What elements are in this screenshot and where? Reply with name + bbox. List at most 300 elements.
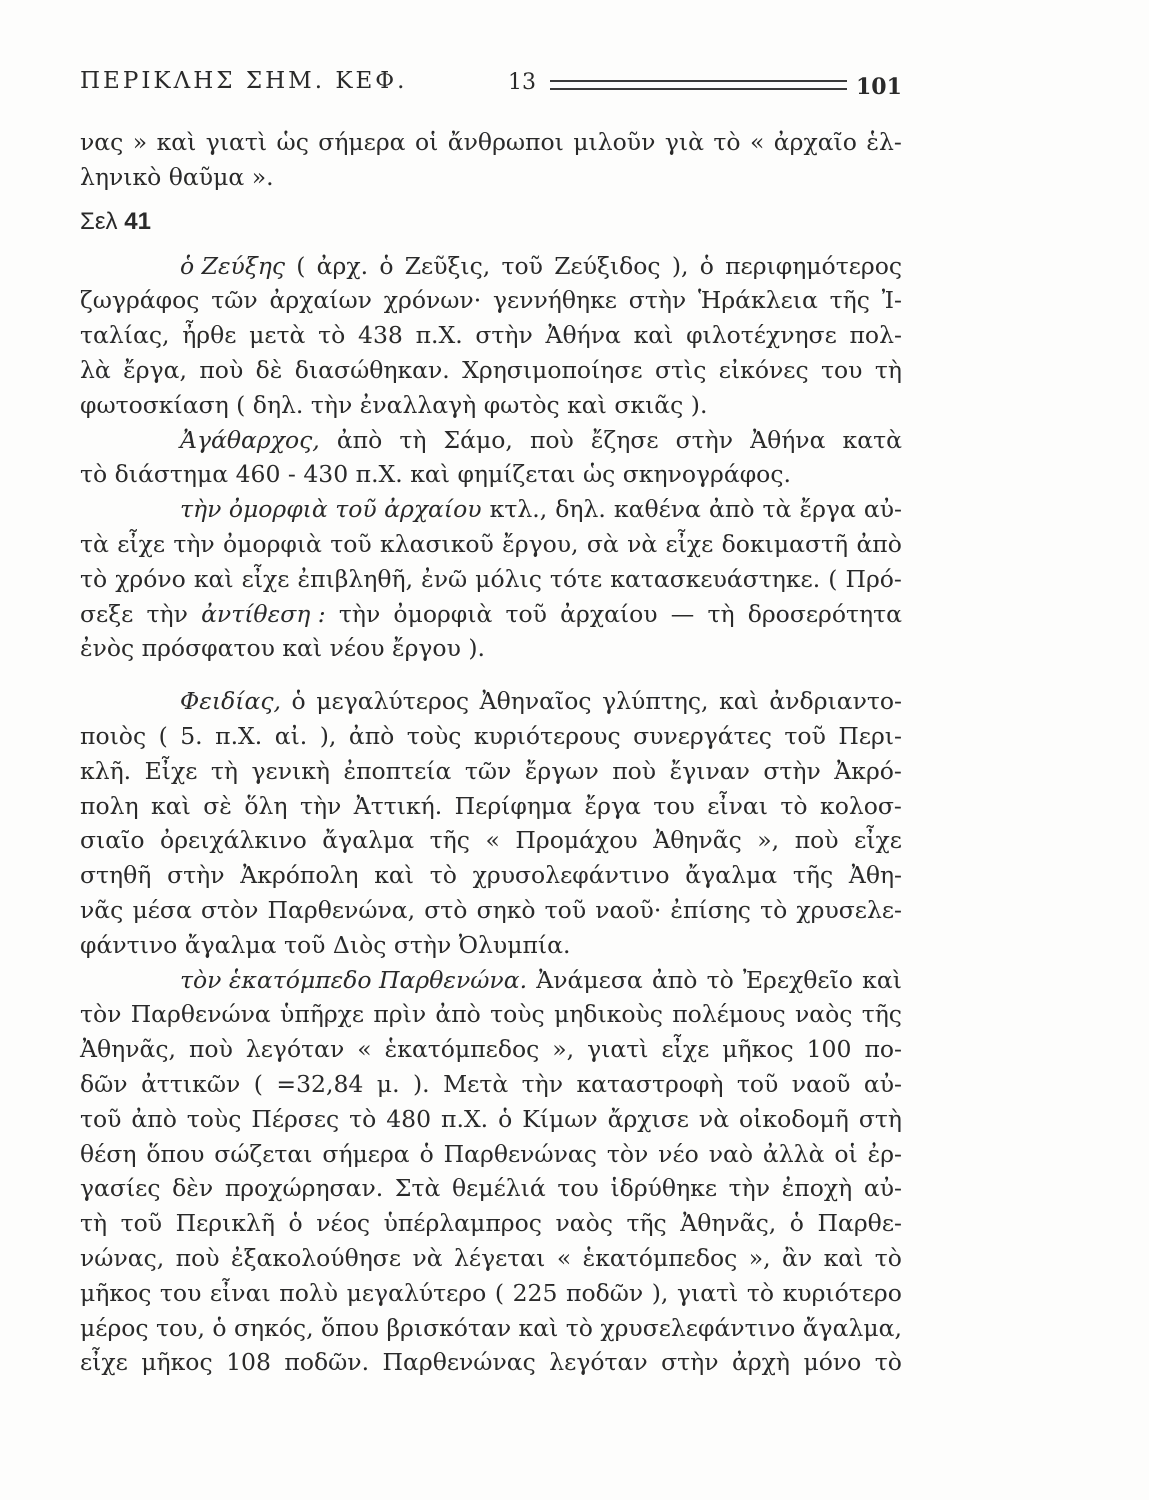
- word: τὸν: [80, 1000, 122, 1029]
- text-line: [80, 1137, 902, 1172]
- word: ἐπίσης: [670, 895, 751, 924]
- word: 100: [806, 1035, 852, 1064]
- word: ἔγιναν: [669, 756, 750, 785]
- word: τὸ: [874, 1348, 902, 1377]
- word: τοῦ: [784, 721, 826, 750]
- word: κλασικοῦ: [380, 529, 494, 558]
- word: οἰκοδομῆ: [739, 1104, 849, 1133]
- word: ὡς: [276, 128, 309, 156]
- word: του: [159, 1278, 202, 1307]
- word: ἔργα: [584, 791, 641, 820]
- word: Ἀκρόπολη: [240, 861, 359, 890]
- word: ἔργα,: [123, 355, 187, 384]
- word: ἀρχ.: [316, 251, 369, 280]
- word: »: [132, 128, 148, 156]
- word: ποὺ: [188, 1035, 233, 1064]
- word: τοῦ: [80, 1104, 122, 1133]
- word: ποδῶν: [566, 1278, 644, 1307]
- text-line: [80, 1171, 902, 1206]
- word: καὶ: [633, 321, 674, 350]
- word: εἶχε: [661, 1035, 710, 1064]
- word: μῆκος: [141, 1348, 213, 1377]
- text-line: [80, 754, 902, 789]
- word: ὁ: [498, 1104, 513, 1133]
- word: τὸ: [429, 861, 457, 890]
- word: στὶς: [654, 355, 707, 384]
- text-line: [80, 527, 902, 562]
- running-title: ΠΕΡΙΚΛΗΣ ΣΗΜ. ΚΕΦ.: [80, 68, 408, 94]
- word: ἀπὸ: [348, 721, 395, 750]
- paragraph-gap: [80, 666, 902, 684]
- word: Ἀττική.: [353, 791, 443, 820]
- word: Περίφημα: [454, 791, 573, 820]
- word: τοῦ: [330, 529, 372, 558]
- word: μ.: [376, 1069, 400, 1098]
- word: τὴν: [146, 599, 188, 628]
- word: ὁ: [379, 251, 394, 280]
- text-line: φάντινο ἄγαλμα τοῦ Διὸς στὴν Ὀλυμπία.: [80, 930, 571, 959]
- word: Πρό-: [845, 564, 902, 593]
- word: κλῆ.: [80, 756, 132, 785]
- text-line: [80, 789, 902, 824]
- word: του: [557, 1174, 599, 1203]
- word: δὲν: [172, 1174, 214, 1203]
- word: τὸν: [606, 1139, 649, 1168]
- word: «: [357, 1035, 372, 1064]
- word: ἐνῶ: [421, 564, 468, 593]
- word: Εἶχε: [144, 756, 198, 785]
- word: τὸ: [318, 321, 346, 350]
- word: τῆς: [626, 1209, 667, 1238]
- word: ποδῶν.: [284, 1348, 370, 1377]
- word: Στὰ: [394, 1174, 441, 1203]
- word: ἄγαλμα: [322, 826, 415, 855]
- word: ἄνθρωποι: [447, 128, 564, 156]
- word: εἶχε: [665, 529, 714, 558]
- note-term: ὁ Ζεύξης: [180, 251, 286, 280]
- word: γενικὴ: [251, 756, 330, 785]
- page-header: [80, 68, 900, 108]
- word: ἱδρύθηκε: [610, 1174, 718, 1203]
- word: ἀττικῶν: [141, 1069, 241, 1098]
- word: 108: [226, 1348, 271, 1377]
- word: σηκός,: [233, 1313, 314, 1342]
- word: γασίες: [80, 1174, 161, 1203]
- text-line: [80, 1206, 902, 1241]
- word: μόνο: [803, 1348, 862, 1377]
- word: ἔργα: [799, 495, 856, 524]
- word: «: [749, 128, 765, 156]
- word: οἱ: [834, 1139, 858, 1168]
- word: τὸ: [565, 1313, 593, 1342]
- word: (: [158, 721, 168, 750]
- word: ποὺ: [175, 1243, 220, 1272]
- text-line: [80, 125, 902, 160]
- word: χρυσολεφάντινο: [472, 861, 670, 890]
- note-term: Ἀγάθαρχος,: [180, 425, 320, 454]
- note-first-line: [80, 423, 902, 458]
- word: τῶν: [464, 756, 512, 785]
- word: δροσερότητα: [747, 599, 902, 628]
- word: ποὺ: [794, 826, 839, 855]
- text-line: [80, 997, 902, 1032]
- word: τοῦ: [505, 599, 547, 628]
- word: Ἀθηνᾶς,: [80, 1035, 176, 1064]
- text-line: [80, 1276, 902, 1311]
- word: τὴ: [399, 425, 427, 454]
- word: στὴν: [628, 286, 687, 315]
- word: προχώρησαν.: [224, 1174, 384, 1203]
- word: καὶ: [518, 1313, 559, 1342]
- word: τῆς: [429, 826, 470, 855]
- word: περιφημότερος: [725, 251, 902, 280]
- word: τὸ: [706, 965, 734, 994]
- word: τὴ: [210, 756, 238, 785]
- word: καὶ: [374, 861, 415, 890]
- word: εἶχε: [80, 1348, 128, 1377]
- word: Πέρσες: [251, 1104, 340, 1133]
- word: χρόνων·: [383, 286, 482, 315]
- word: ὅλη: [244, 791, 288, 820]
- text-line: [80, 353, 902, 388]
- word: (: [828, 564, 838, 593]
- word: »,: [552, 1035, 575, 1064]
- word: σιαῖο: [80, 826, 145, 855]
- word: 5.: [180, 721, 203, 750]
- word: τοῦ: [736, 1069, 779, 1098]
- word: ναὸ: [708, 1139, 753, 1168]
- word: Παρθενώνα,: [267, 895, 416, 924]
- word: μόλις: [475, 564, 542, 593]
- word: τὴν: [299, 791, 342, 820]
- word: ὁ: [288, 1209, 303, 1238]
- word: γιατὶ: [676, 1278, 739, 1307]
- word: ζωγράφος: [80, 286, 200, 315]
- word: κυριότερο: [782, 1278, 902, 1307]
- word: ἀρχὴ: [732, 1348, 791, 1377]
- word: γιατὶ: [587, 1035, 649, 1064]
- word: μέσα: [132, 895, 192, 924]
- word: καὶ: [719, 687, 759, 716]
- word: ἔργου,: [502, 529, 579, 558]
- word: ἄρχισε: [607, 1104, 689, 1133]
- word: ποὺ: [612, 756, 657, 785]
- word: ἐποπτεία: [343, 756, 452, 785]
- word: στὴν: [475, 321, 533, 350]
- word: τῆς: [792, 861, 834, 890]
- word: μεγαλύτερο: [346, 1278, 487, 1307]
- word: ἂν: [782, 1243, 813, 1272]
- word: στὸν: [200, 895, 259, 924]
- word: Χρησιμοποίησε: [462, 355, 643, 384]
- word: ἀπὸ: [435, 1000, 481, 1029]
- word: Κίμων: [522, 1104, 598, 1133]
- word: ἑλ-: [866, 128, 902, 156]
- note-term: Φειδίας,: [180, 687, 281, 716]
- text-line: τὸ διάστημα 460 - 430 π.Χ. καὶ φημίζεται ὡς σκηνογράφος.: [80, 460, 791, 489]
- word: ἀπὸ: [336, 425, 383, 454]
- word: κυριότερους: [473, 721, 621, 750]
- word: οἱ: [414, 128, 439, 156]
- word: ),: [671, 251, 689, 280]
- word: ὁ: [789, 1209, 804, 1238]
- word: ἄγαλμα,: [802, 1313, 902, 1342]
- word: Προμάχου: [515, 826, 638, 855]
- word: αὐ-: [863, 1069, 902, 1098]
- word: 438: [358, 321, 403, 350]
- word: τὴν: [521, 1069, 564, 1098]
- text-line: [80, 1067, 902, 1102]
- word: αἰ.: [274, 721, 308, 750]
- word: αὐ-: [863, 495, 902, 524]
- word: νέο: [658, 1139, 699, 1168]
- word: Ἀκρό-: [834, 756, 902, 785]
- word: »,: [757, 826, 780, 855]
- text-line: [80, 858, 902, 893]
- word: σήμερα: [318, 128, 406, 156]
- word: Ζεῦξις,: [404, 251, 491, 280]
- word: ἐρ-: [867, 1139, 902, 1168]
- word: πολὺ: [279, 1278, 339, 1307]
- word: νᾶς: [80, 895, 124, 924]
- word: Ἀθηνᾶς: [653, 826, 742, 855]
- word: ἀνδριαντο-: [769, 687, 902, 716]
- word: Ἀθήνα: [750, 425, 826, 454]
- word: χρυσελεφάντινο: [600, 1313, 796, 1342]
- word: καὶ: [823, 1243, 864, 1272]
- word: τὰ: [80, 529, 109, 558]
- word: Ἀθηνᾶς,: [680, 1209, 777, 1238]
- word: δὲ: [255, 355, 283, 384]
- word: εἰκόνες: [718, 355, 809, 384]
- word: νὰ: [627, 529, 658, 558]
- word: κτλ.,: [489, 495, 548, 524]
- word: τὸ: [349, 1104, 377, 1133]
- word: σὲ: [203, 791, 232, 820]
- word: εἶχε: [854, 826, 902, 855]
- word: στὴν: [167, 861, 225, 890]
- word: τοὺς: [186, 1104, 242, 1133]
- section-heading: [80, 195, 902, 249]
- word: λεγόταν: [549, 1348, 648, 1377]
- word: πολέμους: [672, 1000, 786, 1029]
- word: Ζεύξιδος: [554, 251, 661, 280]
- word: τὸ: [874, 1243, 902, 1272]
- text-line: [80, 893, 902, 928]
- word: γιατὶ: [205, 128, 268, 156]
- word: ὁ: [291, 687, 306, 716]
- word: τοὺς: [406, 721, 462, 750]
- word: τὸ: [746, 1278, 775, 1307]
- word: του: [653, 791, 695, 820]
- word: ἔργων: [524, 756, 599, 785]
- word: ὁ: [699, 251, 714, 280]
- word: ναοῦ: [791, 1069, 851, 1098]
- word: ἀρχαίων: [269, 286, 372, 315]
- word: ἐποχὴ: [781, 1174, 853, 1203]
- word: ὅπου: [320, 1313, 380, 1342]
- word: μῆκος: [80, 1278, 152, 1307]
- word: νὰ: [412, 1243, 443, 1272]
- word: τὴ: [707, 599, 735, 628]
- word: ὁ: [419, 1139, 434, 1168]
- word: εἶχε: [117, 529, 165, 558]
- word: διασώθηκαν.: [294, 355, 450, 384]
- word: πολ-: [849, 321, 902, 350]
- word: π.Χ.: [415, 321, 463, 350]
- word: ναὸς: [794, 1000, 853, 1029]
- word: π.Χ.: [441, 1104, 489, 1133]
- word: ἐπιβληθῆ,: [297, 564, 414, 593]
- word: »,: [748, 1243, 771, 1272]
- word: (: [253, 1069, 263, 1098]
- word: σεξε: [80, 599, 134, 628]
- word: τὴ: [874, 355, 902, 384]
- word: του,: [156, 1313, 205, 1342]
- text-line: [80, 1345, 902, 1380]
- word: ἀλλὰ: [762, 1139, 825, 1168]
- word: τῆς: [829, 286, 870, 315]
- word: —: [670, 599, 695, 628]
- word: γεννήθηκε: [493, 286, 617, 315]
- word: τὴν: [338, 599, 381, 628]
- word: Μετὰ: [443, 1069, 509, 1098]
- word: καὶ: [156, 128, 197, 156]
- word: ναοῦ·: [595, 895, 662, 924]
- word: τὸ: [80, 564, 108, 593]
- word: δῶν: [80, 1069, 128, 1098]
- word: μῆκος: [722, 1035, 794, 1064]
- word: κατασκευάστηκε.: [610, 564, 821, 593]
- word: καὶ: [151, 791, 191, 820]
- text-line: [80, 1032, 902, 1067]
- note-term: τὴν ὀμορφιὰ τοῦ ἀρχαίου: [180, 495, 482, 524]
- word: ἔζησε: [590, 425, 659, 454]
- note-term: ἀντίθεση :: [201, 599, 326, 628]
- word: θέση: [80, 1139, 137, 1168]
- word: σὰ: [586, 529, 619, 558]
- word: =32,84: [276, 1069, 364, 1098]
- section-label: Σελ: [80, 207, 118, 235]
- word: αὐ-: [863, 1174, 902, 1203]
- word: τοῦ: [120, 1209, 163, 1238]
- text-line: [80, 562, 902, 597]
- word: νὰ: [698, 1104, 730, 1133]
- text-line: ἐνὸς πρόσφατου καὶ νέου ἔργου ).: [80, 634, 485, 663]
- word: σηκὸ: [476, 895, 536, 924]
- word: ὀρειχάλκινο: [160, 826, 307, 855]
- word: τὴν: [173, 529, 215, 558]
- word: ἀρχαῖο: [773, 128, 857, 156]
- word: ἦρθε: [182, 321, 237, 350]
- note-first-line: [80, 249, 902, 284]
- word: στὴ: [858, 1104, 902, 1133]
- word: π.Χ.: [215, 721, 263, 750]
- word: σήμερα: [322, 1139, 410, 1168]
- word: βρισκόταν: [386, 1313, 512, 1342]
- text-line: [80, 719, 902, 754]
- word: Ἀθήνα: [545, 321, 621, 350]
- word: Παρθενώνας: [443, 1139, 597, 1168]
- word: σώζεται: [214, 1139, 313, 1168]
- word: Ἀθη-: [848, 861, 902, 890]
- word: μηδικοὺς: [553, 1000, 663, 1029]
- word: τὴ: [80, 1209, 108, 1238]
- word: χρόνο: [115, 564, 186, 593]
- word: Ἡράκλεια: [698, 286, 818, 315]
- word: ταλίας,: [80, 321, 170, 350]
- word: τῆς: [861, 1000, 902, 1029]
- word: κατὰ: [842, 425, 902, 454]
- word: τὰ: [762, 495, 792, 524]
- word: εἶναι: [209, 1278, 271, 1307]
- word: νέος: [316, 1209, 371, 1238]
- word: νας: [80, 128, 124, 156]
- word: ὀμορφιὰ: [223, 529, 322, 558]
- word: τὸ: [780, 791, 808, 820]
- word: φιλοτέχνησε: [686, 321, 837, 350]
- word: ἄγαλμα: [685, 861, 778, 890]
- word: Περικλῆ: [175, 1209, 275, 1238]
- word: στὸ: [424, 895, 468, 924]
- word: Περι-: [838, 721, 902, 750]
- text-line: [80, 1102, 902, 1137]
- word: γιὰ: [664, 128, 704, 156]
- word: μετὰ: [249, 321, 306, 350]
- word: ἀρχαίου: [560, 599, 658, 628]
- word: μιλοῦν: [573, 128, 656, 156]
- word: ),: [651, 1278, 669, 1307]
- word: λεγόταν: [245, 1035, 345, 1064]
- note-term: τὸν ἑκατόμπεδο Παρθενώνα.: [180, 965, 528, 994]
- word: λὰ: [80, 355, 111, 384]
- word: τοὺς: [490, 1000, 545, 1029]
- word: «: [485, 826, 500, 855]
- word: ἀπὸ: [856, 529, 902, 558]
- word: κολοσ-: [820, 791, 902, 820]
- word: δοκιμαστῆ: [721, 529, 849, 558]
- word: λέγεται: [454, 1243, 546, 1272]
- word: ἑκατόμπεδος: [582, 1243, 738, 1272]
- text-line: [80, 283, 902, 318]
- word: νώνας,: [80, 1243, 165, 1272]
- word: (: [494, 1278, 505, 1307]
- word: ).: [413, 1069, 430, 1098]
- word: 480: [386, 1104, 432, 1133]
- body-text: [80, 125, 902, 1380]
- word: χρυσελε-: [796, 895, 902, 924]
- word: (: [296, 251, 306, 280]
- word: Ἀνάμεσα: [536, 965, 643, 994]
- word: πολη: [80, 791, 139, 820]
- word: του: [821, 355, 863, 384]
- word: ἐξακολούθησε: [230, 1243, 402, 1272]
- word: καταστροφὴ: [576, 1069, 724, 1098]
- word: πρὶν: [373, 1000, 427, 1029]
- word: ποὺ: [529, 425, 574, 454]
- note-first-line: [80, 963, 902, 998]
- word: ὅπου: [146, 1139, 205, 1168]
- note-first-line: [80, 492, 902, 527]
- word: εἶχε: [241, 564, 290, 593]
- word: Παρθενώνας: [382, 1348, 536, 1377]
- word: Ἀθηναῖος: [479, 687, 592, 716]
- word: εἶναι: [707, 791, 768, 820]
- page-number: 101: [856, 74, 902, 100]
- section-number: 41: [124, 207, 151, 235]
- word: συνεργάτες: [633, 721, 772, 750]
- text-line: [80, 1241, 902, 1276]
